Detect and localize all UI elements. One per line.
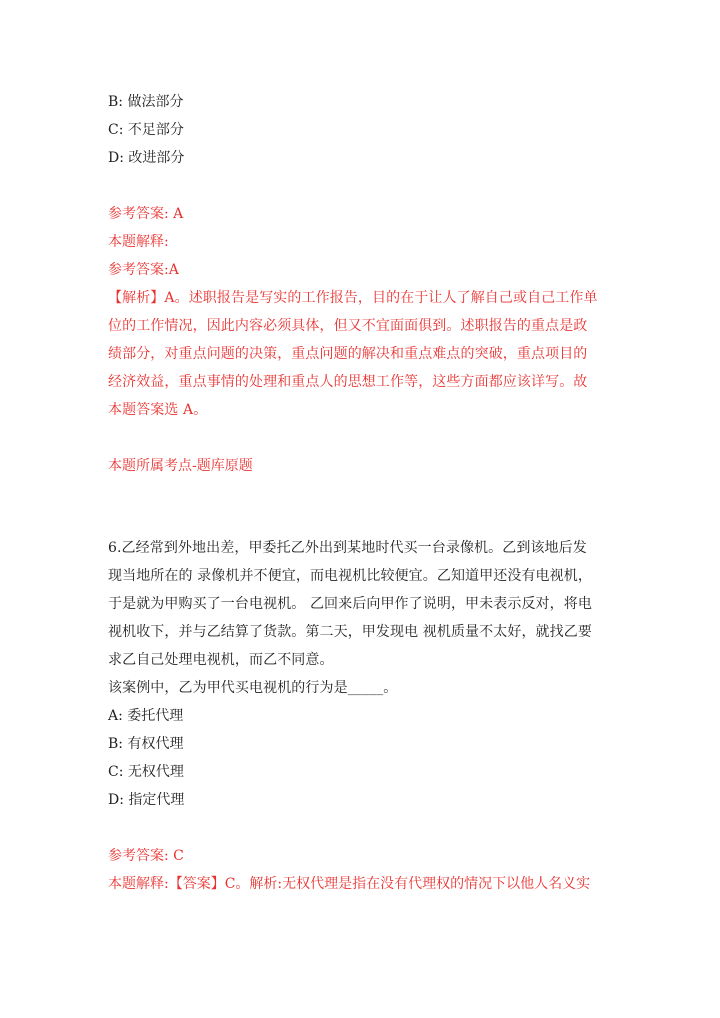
q5-options <box>108 88 618 172</box>
document-page <box>108 88 618 898</box>
option-b: B: 做法部分 <box>108 94 184 110</box>
analysis-line: 【解析】A。述职报告是写实的工作报告，目的在于让人了解自己或自己工作单 <box>108 290 598 306</box>
stem-line: 现当地所在的 录像机并不便宜，而电视机比较便宜。乙知道甲还没有电视机， <box>108 568 592 584</box>
option-a: A: 委托代理 <box>108 708 184 724</box>
stem-line: 视机收下，并与乙结算了货款。第二天，甲发现电 视机质量不太好，就找乙要 <box>108 624 592 640</box>
option-c: C: 不足部分 <box>108 122 184 138</box>
analysis-line: 位的工作情况，因此内容必须具体，但又不宜面面俱到。述职报告的重点是政 <box>108 318 588 334</box>
analysis-line: 绩部分，对重点问题的决策，重点问题的解决和重点难点的突破，重点项目的 <box>108 346 588 362</box>
option-d: D: 指定代理 <box>108 792 185 808</box>
explain-line: 本题解释:【答案】C。解析:无权代理是指在没有代理权的情况下以他人名义实 <box>108 876 591 892</box>
option-d: D: 改进部分 <box>108 150 185 166</box>
stem-line: 6.乙经常到外地出差，甲委托乙外出到某地时代买一台录像机。乙到该地后发 <box>108 540 587 556</box>
stem-line: 求乙自己处理电视机，而乙不同意。 <box>108 652 334 668</box>
answer-line-2: 参考答案:A <box>108 262 179 278</box>
topic-line: 本题所属考点-题库原题 <box>108 458 253 474</box>
answer-line: 参考答案: A <box>108 206 184 222</box>
analysis-line: 本题答案选 A。 <box>108 402 208 418</box>
question-prompt: 该案例中，乙为甲代买电视机的行为是_____。 <box>108 680 398 696</box>
explain-label: 本题解释: <box>108 234 169 250</box>
answer-line: 参考答案: C <box>108 848 184 864</box>
analysis-paragraph <box>108 284 618 424</box>
option-b: B: 有权代理 <box>108 736 184 752</box>
q6-stem <box>108 534 618 702</box>
option-c: C: 无权代理 <box>108 764 184 780</box>
q6-options <box>108 702 618 814</box>
stem-line: 于是就为甲购买了一台电视机。 乙回来后向甲作了说明，甲未表示反对，将电 <box>108 596 592 612</box>
analysis-line: 经济效益，重点事情的处理和重点人的思想工作等，这些方面都应该详写。故 <box>108 374 588 390</box>
